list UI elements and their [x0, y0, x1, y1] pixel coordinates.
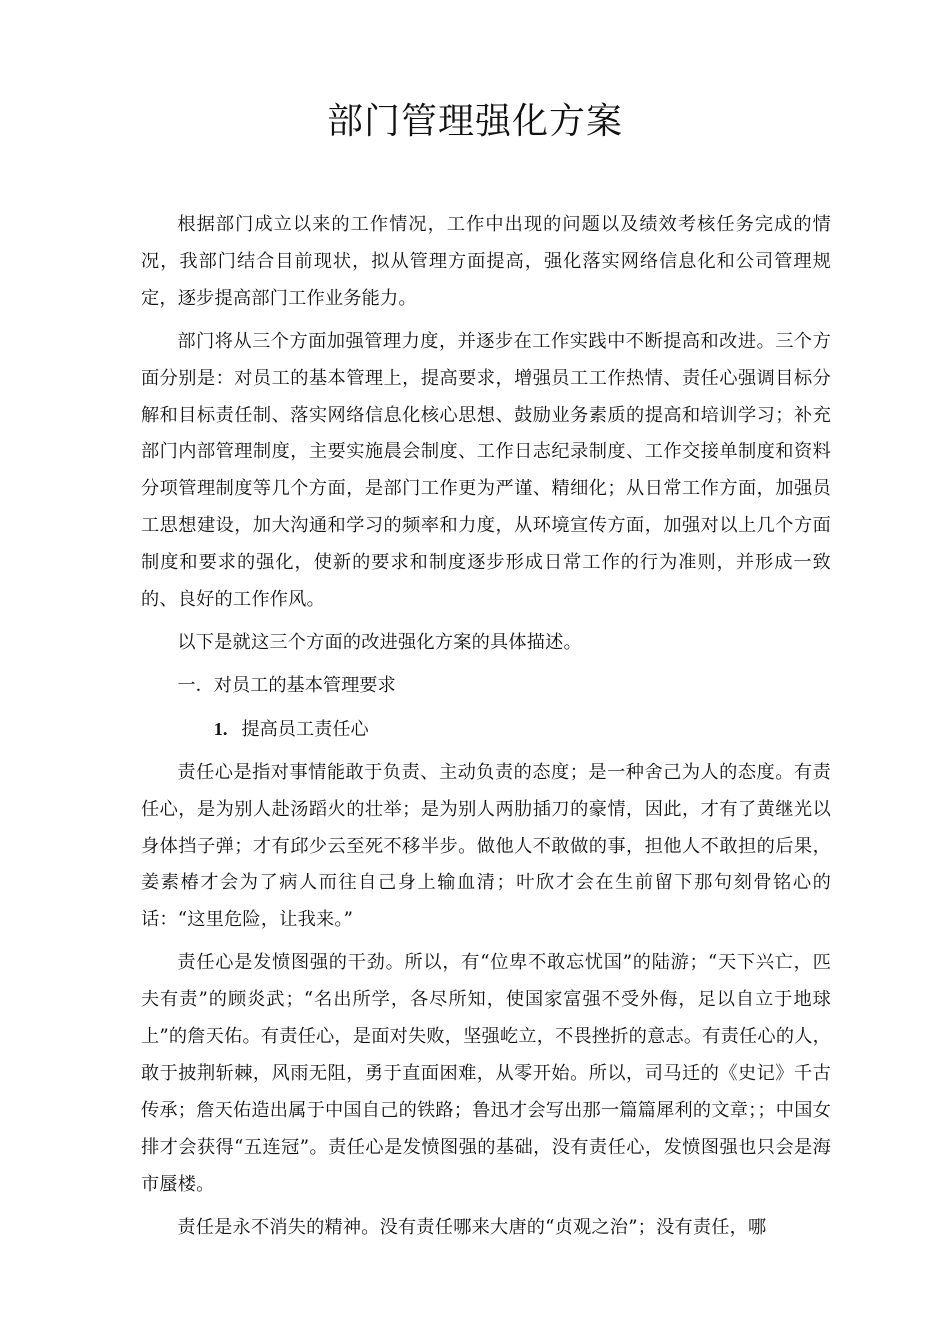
document-title: 部门管理强化方案: [326, 101, 623, 142]
intro-paragraph-3: 以下是就这三个方面的改进强化方案的具体描述。: [177, 631, 582, 653]
subsection-heading: [141, 711, 831, 749]
section-heading: 一．对员工的基本管理要求: [177, 674, 396, 696]
responsibility-paragraph-2: 责任心是发愤图强的干劲。所以，有“位卑不敢忘忧国”的陆游；“天下兴亡，匹夫有责”的顾炎武；“名出所学，各尽所知，使国家富强不受外侮，足以自立于地球上”的詹天佑。有责任心，是面对失败，坚强屹立，不畏挫折的意志。有责任心的人，敢于披荆斩棘，风雨无阻，勇于直面困难，从零开始。所以，司马迁的《史记》千古传承；詹天佑造出属于中国自己的铁路；鲁迅才会写出那一篇篇犀利的文章；；中国女排才会获得“五连冠”。责任心是发愤图强的基础，没有责任心，发愤图强也只会是海市蜃楼。: [141, 952, 831, 1195]
responsibility-paragraph-1: 责任心是指对事情能敢于负责、主动负责的态度；是一种舍己为人的态度。有责任心，是为别人赴汤蹈火的壮举；是为别人两肋插刀的豪情，因此，才有了黄继光以身体挡子弹；才有邱少云至死不移半步。做他人不敢做的事，担他人不敢担的后果，姜素椿才会为了病人而往自己身上输血清；叶欣才会在生前留下那句刻骨铭心的话：“这里危险，让我来。”: [141, 761, 831, 931]
subsection-number: 1.: [213, 718, 228, 739]
document-body: [141, 207, 831, 1252]
subsection-label: 提高员工责任心: [241, 718, 369, 740]
intro-paragraph-2: 部门将从三个方面加强管理力度，并逐步在工作实践中不断提高和改进。三个方面分别是：对员工的基本管理上，提高要求，增强员工工作热情、责任心强调目标分解和目标责任制、落实网络信息化核心思想、鼓励业务素质的提高和培训学习；补充部门内部管理制度，主要实施晨会制度、工作日志纪录制度、工作交接单制度和资料分项管理制度等几个方面，是部门工作更为严谨、精细化；从日常工作方面，加强员工思想建设，加大沟通和学习的频率和力度，从环境宣传方面，加强对以上几个方面制度和要求的强化，使新的要求和制度逐步形成日常工作的行为准则，并形成一致的、良好的工作作风。: [141, 330, 831, 611]
responsibility-paragraph-3: 责任是永不消失的精神。没有责任哪来大唐的“贞观之治”；没有责任，哪: [177, 1216, 767, 1238]
intro-paragraph-1: 根据部门成立以来的工作情况，工作中出现的问题以及绩效考核任务完成的情况，我部门结合目前现状，拟从管理方面提高，强化落实网络信息化和公司管理规定，逐步提高部门工作业务能力。: [141, 214, 831, 309]
